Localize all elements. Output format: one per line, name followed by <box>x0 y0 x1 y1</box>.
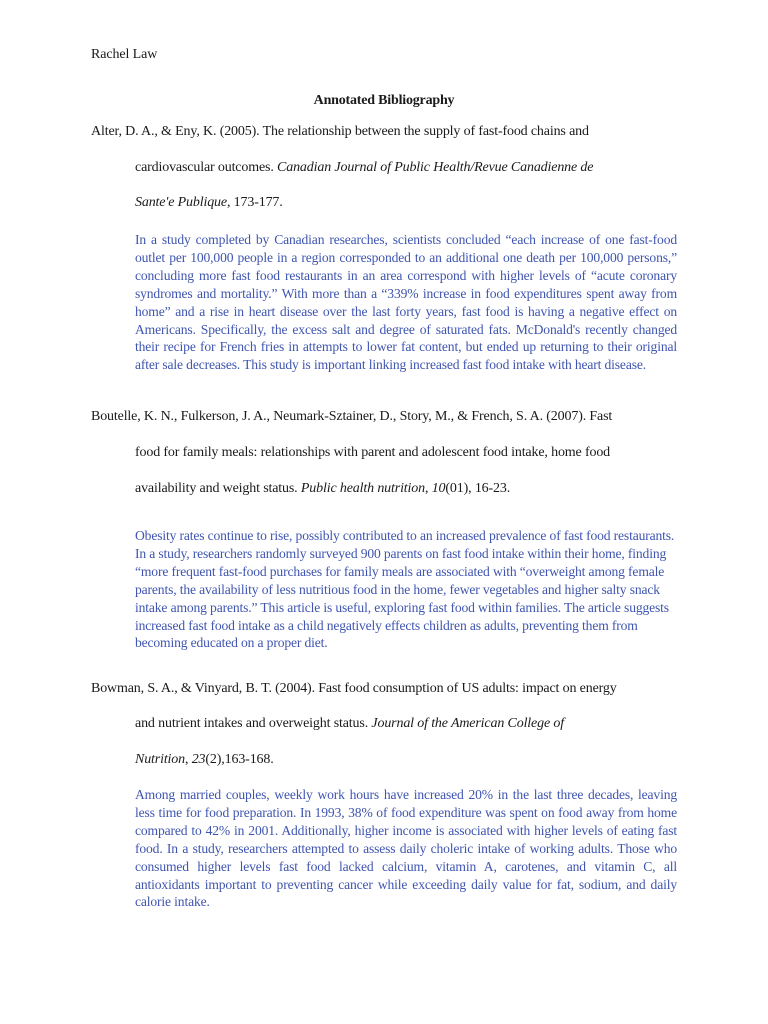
citation-volume: 23 <box>191 752 206 767</box>
citation-journal: Canadian Journal of Public Health/Revue Canadienne de <box>277 160 594 175</box>
citation-text: and nutrient intakes and overweight status. <box>135 716 372 731</box>
page-title: Annotated Bibliography <box>313 93 455 108</box>
author-name: Rachel Law <box>91 47 158 62</box>
citation-pages: (2),163-168. <box>205 752 274 767</box>
citation-3-line-1: Bowman, S. A., & Vinyard, B. T. (2004). Fast food consumption of US adults: impact on energy <box>91 681 617 696</box>
citation-pages: , 173-177. <box>226 195 283 210</box>
citation-journal: Journal of the American College of <box>371 716 564 731</box>
citation-2-line-3 <box>135 481 510 497</box>
citation-1-line-1: Alter, D. A., & Eny, K. (2005). The relationship between the supply of fast-food chains and <box>91 124 589 139</box>
citation-volume: 10 <box>431 481 446 496</box>
annotation-2: Obesity rates continue to rise, possibly contributed to an increased prevalence of fast food restaurants. In a study, researchers randomly surveyed 900 parents on fast food intake within their home, finding “more frequent fast-food purchases for family meals are associated with “overweight among female parents, the availability of less nutritious food in the home, fewer vegetables and higher salty snack intake among parents.” This article is useful, exploring fast food within families. The article suggests increased fast food intake as a child negatively effects children as adults, preventing them from becoming educated on a proper diet. <box>135 528 675 651</box>
citation-1-line-3 <box>135 195 283 211</box>
citation-journal: Public health nutrition <box>300 481 425 496</box>
citation-text: availability and weight status. <box>135 481 301 496</box>
citation-journal: Nutrition <box>135 752 185 767</box>
annotation-3: Among married couples, weekly work hours have increased 20% in the last three decades, leaving less time for food preparation. In 1993, 38% of food expenditure was spent on food away from home compared to 42% in 2001. Additionally, higher income is associated with higher levels of eating fast food. In a study, researchers attempted to assess daily choleric intake of working adults. Those who consumed higher levels fast food lacked calcium, vitamin A, carotenes, and vitamin C, all antioxidants important to preventing cancer while exceeding daily value for fat, sodium, and daily calorie intake. <box>135 787 677 910</box>
citation-pages: (01), 16-23. <box>445 481 511 496</box>
annotation-1: In a study completed by Canadian researches, scientists concluded “each increase of one fast-food outlet per 100,000 people in a region corresponded to an additional one death per 100,000 persons,” concluding more fast food restaurants in an area correspond with higher levels of “acute coronary syndromes and mortality.” With more than a “339% increase in food expenditures spent away from home” and a rise in heart disease over the last forty years, fast food is having a negative effect on Americans. Specifically, the excess salt and degree of saturated fats. McDonald's recently changed their recipe for French fries in attempts to lower fat content, but ended up returning to their original after sale decreases. This study is important linking increased fast food intake with heart disease. <box>135 232 677 373</box>
citation-separator: , <box>425 481 432 496</box>
citation-2-line-1: Boutelle, K. N., Fulkerson, J. A., Neumark-Sztainer, D., Story, M., & French, S. A. (2007). Fast <box>91 409 613 424</box>
citation-1-line-2 <box>135 160 593 176</box>
citation-journal: Sante'e Publique <box>135 195 227 210</box>
citation-3-line-2 <box>135 716 564 732</box>
citation-3-line-3 <box>135 752 274 768</box>
citation-text: cardiovascular outcomes. <box>135 160 278 175</box>
citation-separator: , <box>185 752 192 767</box>
citation-2-line-2: food for family meals: relationships with parent and adolescent food intake, home food <box>135 445 611 460</box>
